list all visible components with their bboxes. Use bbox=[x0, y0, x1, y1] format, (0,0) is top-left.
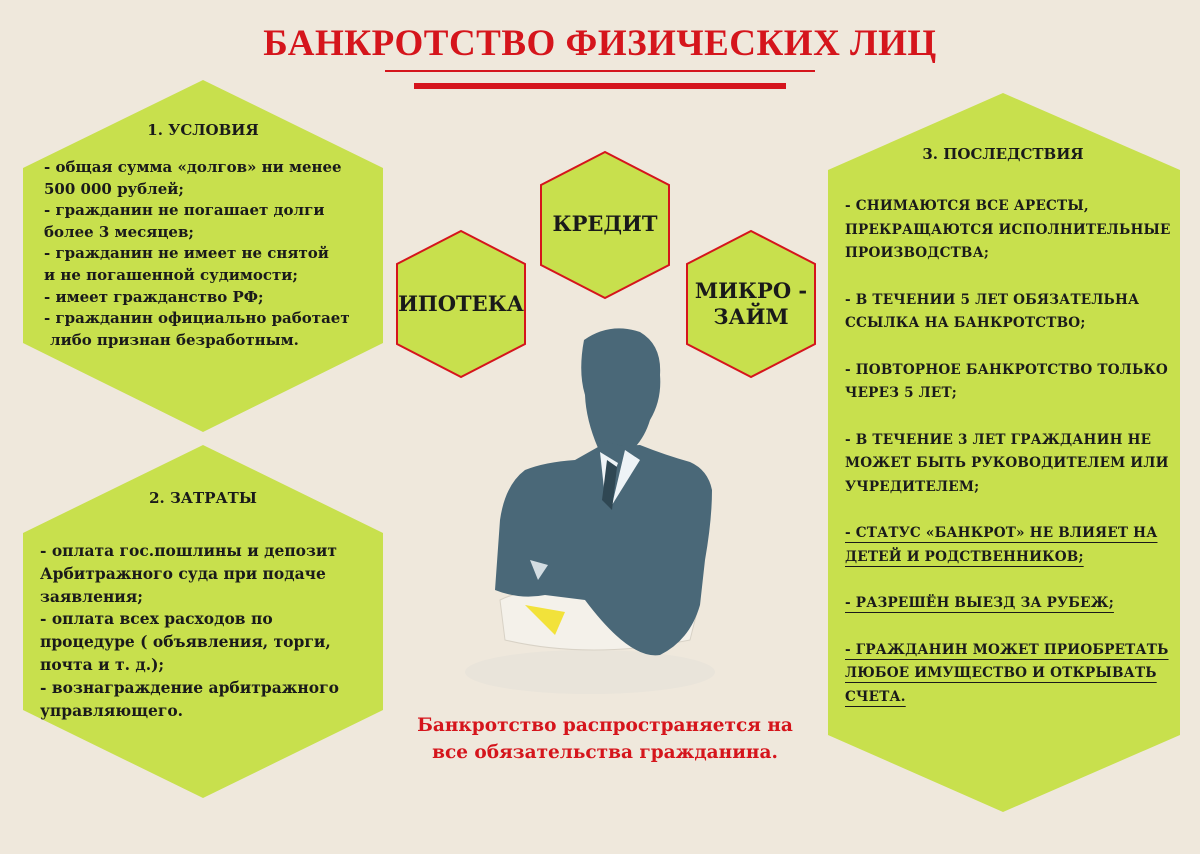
costs-list bbox=[40, 540, 339, 722]
list-item: - вознаграждение арбитражного bbox=[40, 677, 339, 697]
microloan-label-line1: МИКРО - bbox=[694, 278, 808, 303]
list-item: почта и т. д.); bbox=[40, 654, 165, 674]
list-item: либо признан безработным. bbox=[50, 330, 299, 349]
credit-label: КРЕДИТ bbox=[552, 211, 658, 236]
list-item: ПРОИЗВОДСТВА; bbox=[845, 245, 990, 261]
list-item: Арбитражного суда при подаче bbox=[40, 563, 326, 583]
list-item: 500 000 рублей; bbox=[44, 179, 184, 198]
title-underline-bar bbox=[414, 83, 786, 89]
footer-note-line1: Банкротство распространяется на bbox=[417, 715, 793, 736]
list-item: - оплата всех расходов по bbox=[40, 609, 273, 629]
list-item: и не погашенной судимости; bbox=[44, 265, 298, 284]
list-item: - гражданин официально работает bbox=[44, 309, 350, 328]
consequences-list bbox=[845, 195, 1171, 709]
footer-note bbox=[400, 712, 810, 766]
list-item: ПРЕКРАЩАЮТСЯ ИСПОЛНИТЕЛЬНЫЕ bbox=[845, 221, 1171, 238]
costs-heading: 2. ЗАТРАТЫ bbox=[149, 489, 257, 507]
conditions-list bbox=[44, 157, 350, 351]
mortgage-label: ИПОТЕКА bbox=[398, 291, 524, 316]
list-item: - гражданин не имеет не снятой bbox=[44, 244, 329, 263]
list-item: - ПОВТОРНОЕ БАНКРОТСТВО ТОЛЬКО bbox=[845, 361, 1168, 378]
list-item: - имеет гражданство РФ; bbox=[44, 287, 264, 306]
list-item: ССЫЛКА НА БАНКРОТСТВО; bbox=[845, 315, 1086, 331]
list-item: процедуре ( объявления, торги, bbox=[40, 632, 331, 652]
list-item: ЧЕРЕЗ 5 ЛЕТ; bbox=[845, 385, 957, 401]
list-item: - гражданин не погашает долги bbox=[44, 201, 325, 220]
title-underline bbox=[385, 70, 815, 72]
list-item: - В ТЕЧЕНИИ 5 ЛЕТ ОБЯЗАТЕЛЬНА bbox=[845, 291, 1140, 308]
list-item: ЛЮБОЕ ИМУЩЕСТВО И ОТКРЫВАТЬ bbox=[845, 665, 1157, 681]
businessman-silhouette-icon bbox=[465, 328, 715, 694]
list-item: СЧЕТА. bbox=[845, 688, 906, 705]
conditions-heading: 1. УСЛОВИЯ bbox=[147, 121, 259, 139]
list-item: заявления; bbox=[40, 586, 143, 606]
footer-note-line2: все обязательства гражданина. bbox=[432, 742, 778, 763]
list-item: более 3 месяцев; bbox=[44, 222, 194, 241]
list-item: управляющего. bbox=[40, 700, 184, 720]
list-item: - оплата гос.пошлины и депозит bbox=[40, 541, 338, 560]
list-item: - В ТЕЧЕНИЕ 3 ЛЕТ ГРАЖДАНИН НЕ bbox=[845, 431, 1152, 448]
list-item: - общая сумма «долгов» ни менее bbox=[44, 158, 342, 176]
list-item: - РАЗРЕШЁН ВЫЕЗД ЗА РУБЕЖ; bbox=[845, 595, 1114, 611]
consequences-heading: 3. ПОСЛЕДСТВИЯ bbox=[922, 145, 1084, 163]
microloan-label bbox=[687, 278, 815, 330]
page-title: БАНКРОТСТВО ФИЗИЧЕСКИХ ЛИЦ bbox=[263, 23, 937, 64]
list-item: ДЕТЕЙ И РОДСТВЕННИКОВ; bbox=[845, 548, 1084, 565]
list-item: МОЖЕТ БЫТЬ РУКОВОДИТЕЛЕМ ИЛИ bbox=[845, 455, 1169, 471]
list-item: УЧРЕДИТЕЛЕМ; bbox=[845, 478, 980, 495]
list-item: - СТАТУС «БАНКРОТ» НЕ ВЛИЯЕТ НА bbox=[845, 525, 1158, 541]
microloan-label-line2: ЗАЙМ bbox=[713, 304, 789, 329]
list-item: - ГРАЖДАНИН МОЖЕТ ПРИОБРЕТАТЬ bbox=[845, 641, 1169, 658]
list-item: - СНИМАЮТСЯ ВСЕ АРЕСТЫ, bbox=[845, 198, 1089, 214]
